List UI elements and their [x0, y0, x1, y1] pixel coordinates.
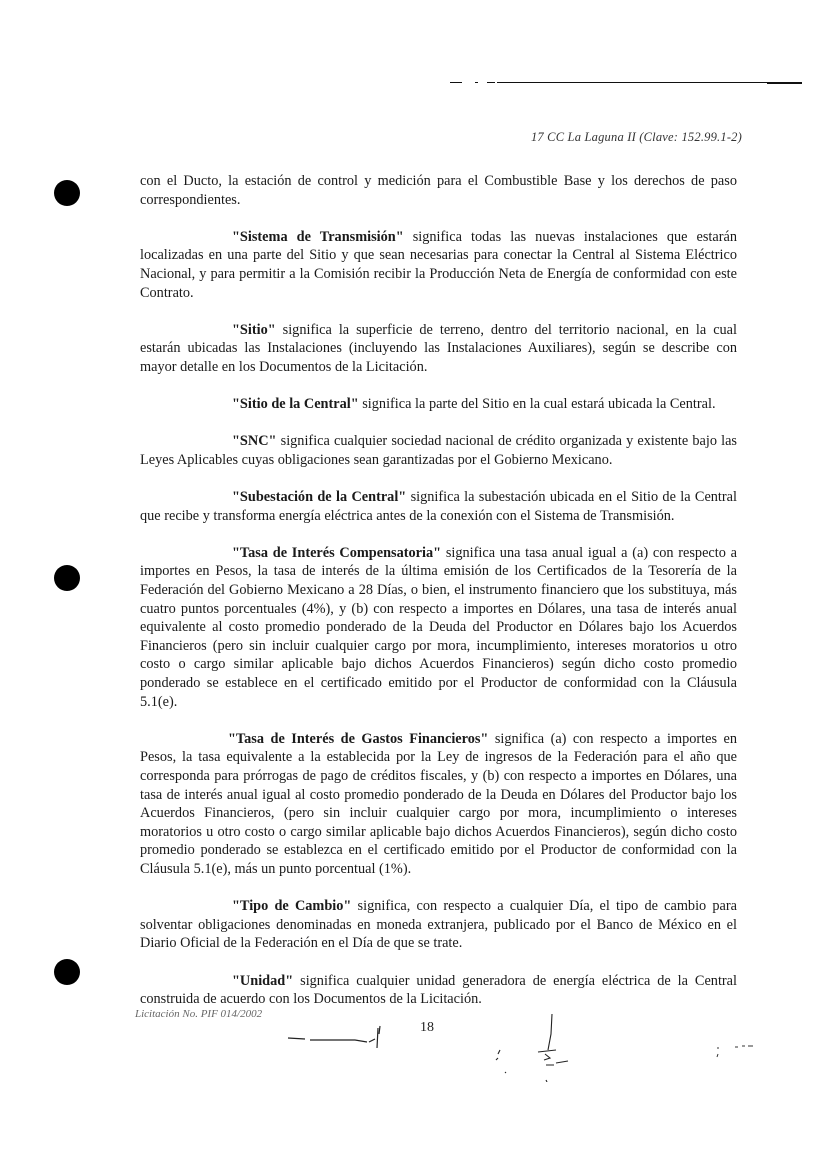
initials-signature-right — [490, 1012, 590, 1082]
defined-term: "Sitio" — [232, 321, 276, 338]
defined-term: "Sistema de Transmisión" — [232, 228, 404, 245]
definition-text: significa la subestación ubicada en el Sitio de la Central que recibe y transforma energía eléctrica antes de la conexión con el Sistema de Transmisión. — [140, 489, 737, 524]
page-number: 18 — [420, 1020, 434, 1035]
defined-term: "SNC" — [232, 433, 277, 450]
definition-text: significa todas las nuevas instalaciones que estarán localizadas en una parte del Sitio y que sean necesarias para conectar la Central al Sistema Eléctrico Nacional, y para permitir a la Comisión recibir la Producción Neta de Energía de conformidad con este Contrato. — [140, 228, 737, 301]
definition-snc — [140, 432, 737, 469]
definition-text: significa, con respecto a cualquier Día, el tipo de cambio para solventar obligaciones denominadas en moneda extranjera, publicado por el Banco de México en el Diario Oficial de la Federación en el Día de que se trate. — [140, 898, 737, 952]
definition-tasa-de-interes-de-gastos-financieros — [140, 730, 737, 879]
document-body — [140, 172, 737, 1027]
definition-text: significa la parte del Sitio en la cual estará ubicada la Central. — [358, 396, 716, 413]
definition-sitio-de-la-central — [140, 395, 737, 414]
definition-subestacion-de-la-central — [140, 488, 737, 525]
defined-term: "Sitio de la Central" — [232, 396, 359, 413]
paragraph-text: con el Ducto, la estación de control y medición para el Combustible Base y los derechos de paso correspondientes. — [140, 173, 737, 208]
definition-text: significa (a) con respecto a importes en Pesos, la tasa equivalente a la establecida por la Ley de ingresos de la Federación para el año que corresponda para prórrogas de pago de créditos fiscales, y (b) con respecto a importes en Dólares, una tasa de interés anual igual al costo promedio ponderado de la Deuda en Dólares del Productor bajo los Acuerdos Financieros, (pero sin incluir cualquier cargo por mora, incumplimiento o intereses moratorios u otro costo o cargo similar aplicable bajo dichos Acuerdos Financieros), según dicho costo promedio ponderado se establezca en el certificado emitido por el Productor de conformidad con la Cláusula 5.1(e), más un punto porcentual (1%). — [140, 730, 737, 877]
header-reference: 17 CC La Laguna II (Clave: 152.99.1-2) — [530, 130, 742, 144]
defined-term: "Tipo de Cambio" — [232, 898, 352, 915]
defined-term: "Tasa de Interés Compensatoria" — [232, 544, 442, 561]
definition-tasa-de-interes-compensatoria — [140, 544, 737, 711]
definition-text: significa la superficie de terreno, dentro del territorio nacional, en la cual estarán ubicadas las Instalaciones (incluyendo las Instalaciones Auxiliares), según se describe con mayor detalle en los Documentos de la Licitación. — [140, 321, 737, 375]
punch-hole-middle — [54, 565, 80, 591]
definition-unidad — [140, 972, 737, 1009]
initials-signature-left — [285, 1018, 395, 1058]
punch-hole-bottom — [54, 959, 80, 985]
definition-sistema-de-transmision — [140, 228, 737, 302]
footer-reference: Licitación No. PIF 014/2002 — [135, 1008, 263, 1020]
stray-marks — [715, 1045, 775, 1065]
paragraph-continuation — [140, 172, 737, 209]
defined-term: "Tasa de Interés de Gastos Financieros" — [228, 730, 489, 747]
defined-term: "Subestación de la Central" — [232, 489, 407, 506]
definition-tipo-de-cambio — [140, 897, 737, 953]
punch-hole-top — [54, 180, 80, 206]
definition-text: significa cualquier unidad generadora de energía eléctrica de la Central construida de acuerdo con los Documentos de la Licitación. — [140, 972, 737, 1008]
defined-term: "Unidad" — [232, 972, 294, 989]
definition-text: significa cualquier sociedad nacional de crédito organizada y existente bajo las Leyes Aplicables cuyas obligaciones sean garantizadas por el Gobierno Mexicano. — [140, 433, 737, 468]
definition-sitio — [140, 321, 737, 377]
definition-text: significa una tasa anual igual a (a) con respecto a importes en Pesos, la tasa de interés de la última emisión de los Certificados de la Tesorería de la Federación del Gobierno Mexicano a 28 Días, o bien, el instrumento financiero que los substituya, más cuatro puntos porcentuales (4%), y (b) con respecto a importes en Dólares, una tasa de interés anual equivalente al costo promedio ponderado de la Deuda del Productor en Dólares bajo los Acuerdos Financieros (pero sin incluir cualquier cargo por mora, incumplimiento, intereses moratorios u otro costo o cargo similar aplicable bajo dichos Acuerdos Financieros) según dicho costo promedio ponderado se establece en el certificado emitido por el Productor de conformidad con la Cláusula 5.1(e). — [140, 544, 737, 710]
